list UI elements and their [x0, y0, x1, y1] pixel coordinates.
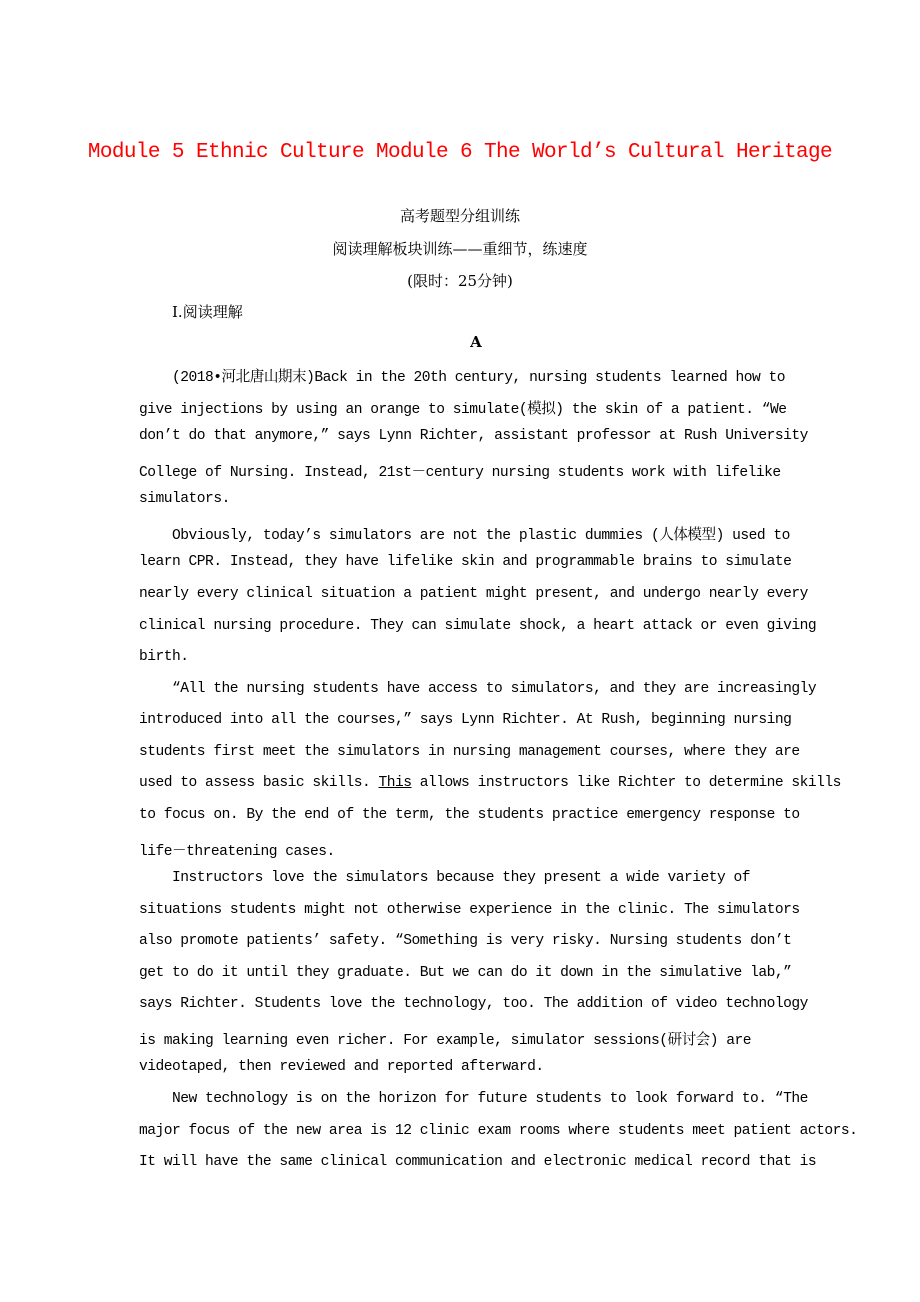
passage-line: birth.: [139, 649, 189, 665]
passage-line: situations students might not otherwise experience in the clinic. The simulators: [139, 902, 800, 918]
passage-line: simulators.: [139, 491, 230, 507]
passage-line: major focus of the new area is 12 clinic exam rooms where students meet patient actors.: [139, 1123, 858, 1139]
line-text: allows instructors like Richter to determine skills: [411, 775, 841, 791]
passage-line: (2018•河北唐山期末)Back in the 20th century, nursing students learned how to: [172, 370, 786, 386]
subtitle-reading-training: 阅读理解板块训练——重细节，练速度: [332, 240, 588, 258]
passage-line: give injections by using an orange to simulate(模拟) the skin of a patient. “We: [139, 402, 787, 418]
passage-line: It will have the same clinical communication and electronic medical record that is: [139, 1154, 817, 1170]
time-limit: (限时：25分钟): [407, 272, 513, 290]
passage-line: introduced into all the courses,” says Lynn Richter. At Rush, beginning nursing: [139, 712, 792, 728]
passage-line: videotaped, then reviewed and reported afterward.: [139, 1059, 544, 1075]
passage-line: New technology is on the horizon for future students to look forward to. “The: [172, 1091, 808, 1107]
section-heading: Ⅰ.阅读理解: [172, 303, 243, 321]
document-title: Module 5 Ethnic Culture Module 6 The World’s Cultural Heritage: [87, 141, 833, 164]
subtitle-exam-practice: 高考题型分组训练: [399, 207, 520, 225]
passage-line: learn CPR. Instead, they have lifelike skin and programmable brains to simulate: [139, 554, 792, 570]
passage-line: College of Nursing. Instead, 21st－century nursing students work with lifelike: [139, 465, 781, 481]
line-text: used to assess basic skills.: [139, 775, 379, 791]
passage-label: A: [470, 333, 482, 351]
passage-line: nearly every clinical situation a patient might present, and undergo nearly every: [139, 586, 808, 602]
passage-line: “All the nursing students have access to simulators, and they are increasingly: [172, 681, 817, 697]
passage-line: [139, 775, 841, 791]
passage-line: Instructors love the simulators because they present a wide variety of: [172, 870, 751, 886]
passage-line: life－threatening cases.: [139, 844, 335, 860]
passage-line: says Richter. Students love the technology, too. The addition of video technology: [139, 996, 808, 1012]
passage-line: also promote patients’ safety. “Something is very risky. Nursing students don’t: [139, 933, 792, 949]
passage-line: to focus on. By the end of the term, the students practice emergency response to: [139, 807, 800, 823]
underlined-word: This: [378, 775, 412, 791]
passage-line: don’t do that anymore,” says Lynn Richter, assistant professor at Rush University: [139, 428, 808, 444]
passage-line: Obviously, today’s simulators are not the plastic dummies (人体模型) used to: [172, 528, 790, 544]
passage-line: is making learning even richer. For example, simulator sessions(研讨会) are: [139, 1033, 752, 1049]
passage-line: students first meet the simulators in nursing management courses, where they are: [139, 744, 800, 760]
passage-line: get to do it until they graduate. But we can do it down in the simulative lab,”: [139, 965, 792, 981]
passage-line: clinical nursing procedure. They can simulate shock, a heart attack or even giving: [139, 618, 817, 634]
